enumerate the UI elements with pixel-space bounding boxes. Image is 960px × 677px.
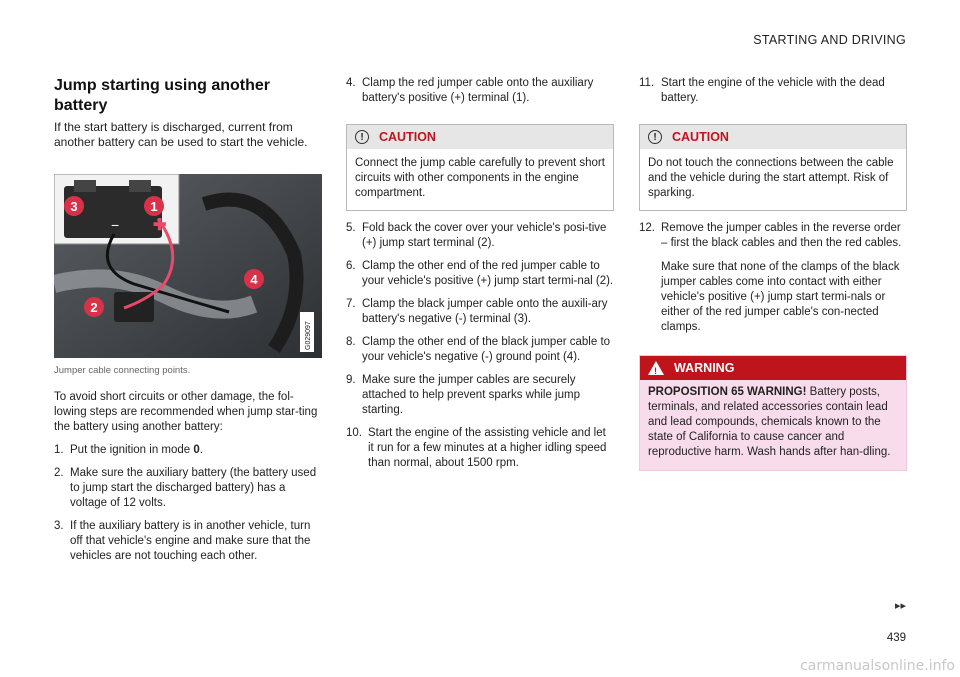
step-subtext: Make sure that none of the clamps of the black jumper cables come into contact with either vehicle's positive (+) jump start termi-nals or either of the red jumper cable's con-nected clamps. — [661, 261, 900, 333]
intro-paragraph: To avoid short circuits or other damage, the fol-lowing steps are recommended when jump star-ting the battery using another battery: — [54, 391, 318, 433]
step-text: Make sure the jumper cables are securely attached to help prevent sparks while jump starting. — [362, 374, 580, 416]
warning-box — [639, 355, 907, 471]
step-text: Make sure the auxiliary battery (the battery used to jump start the discharged battery) has a voltage of 12 volts. — [70, 467, 317, 509]
marker-4-label: 4 — [250, 272, 258, 287]
step-number: 10. — [346, 427, 362, 439]
step-number: 11. — [639, 77, 655, 89]
mode-value: 0 — [193, 444, 200, 456]
marker-2-label: 2 — [90, 300, 98, 315]
warning-triangle-icon: ! — [648, 361, 664, 375]
step-11 — [639, 76, 907, 106]
step-12 — [639, 221, 907, 335]
warning-header — [640, 356, 906, 380]
step-1 — [54, 443, 322, 458]
step-7 — [346, 297, 614, 327]
caution-box — [346, 124, 614, 211]
steps-list-5 — [639, 221, 907, 335]
caution-header — [347, 125, 613, 149]
step-number: 3. — [54, 520, 64, 532]
step-text: Clamp the other end of the red jumper cable to your vehicle's positive (+) jump start termi-nal (2). — [362, 260, 614, 287]
engine-illustration — [54, 174, 322, 358]
step-4 — [346, 76, 614, 106]
warning-title: WARNING — [674, 360, 735, 375]
caution-text: Do not touch the connections between the cable and the vehicle during the start attempt. Risk of sparking. — [648, 157, 894, 199]
caution-box-2 — [639, 124, 907, 211]
section-header: STARTING AND DRIVING — [753, 33, 906, 47]
step-text: Start the engine of the assisting vehicle and let it run for a few minutes at a higher idling speed than normal, about 1500 rpm. — [368, 427, 607, 469]
caution-title: CAUTION — [379, 129, 436, 144]
caution-icon: ! — [355, 130, 369, 144]
figure-caption: Jumper cable connecting points. — [54, 365, 191, 376]
warning-body: Battery posts, terminals, and related accessories contain lead and lead compounds, chemicals known to the state of California to cause cancer and reproductive harm. Wash hands after han-dling. — [648, 386, 891, 458]
step-text: If the auxiliary battery is in another vehicle, turn off that vehicle's engine and make sure that the vehicles are not touching each other. — [70, 520, 311, 562]
step-2 — [54, 466, 322, 511]
step-number: 2. — [54, 467, 64, 479]
column-3 — [639, 76, 907, 471]
step-text-end: . — [199, 444, 203, 456]
figure-code: G029097 — [305, 321, 312, 350]
step-number: 6. — [346, 260, 356, 272]
caution-title: CAUTION — [672, 129, 729, 144]
step-text: Fold back the cover over your vehicle's posi-tive (+) jump start terminal (2). — [362, 222, 607, 249]
caution-text: Connect the jump cable carefully to prevent short circuits with other components in the engine compartment. — [355, 157, 605, 199]
step-8 — [346, 335, 614, 365]
steps-list-3 — [346, 221, 614, 471]
step-10 — [346, 426, 614, 471]
column-2 — [346, 76, 614, 471]
caution-header — [640, 125, 906, 149]
step-number: 4. — [346, 77, 356, 89]
svg-text:✚: ✚ — [153, 217, 167, 234]
svg-text:−: − — [111, 217, 120, 233]
step-text: Clamp the red jumper cable onto the auxiliary battery's positive (+) terminal (1). — [362, 77, 594, 104]
step-text: Clamp the black jumper cable onto the auxili-ary battery's negative (-) terminal (3). — [362, 298, 608, 325]
page-number: 439 — [886, 632, 906, 644]
step-number: 9. — [346, 374, 356, 386]
jumper-cable-figure — [54, 174, 322, 358]
watermark: carmanualsonline.info — [800, 658, 955, 674]
step-9 — [346, 373, 614, 418]
step-3 — [54, 519, 322, 564]
step-6 — [346, 259, 614, 289]
step-text: Remove the jumper cables in the reverse order – first the black cables and then the red cables. — [661, 222, 902, 249]
step-text: Clamp the other end of the black jumper cable to your vehicle's negative (-) ground point (4). — [362, 336, 611, 363]
page-heading: Jump starting using another battery — [54, 77, 271, 114]
step-number: 1. — [54, 444, 64, 456]
step-text: Put the ignition in mode — [70, 444, 194, 456]
warning-text — [640, 380, 906, 470]
steps-list-1 — [54, 443, 322, 564]
step-number: 7. — [346, 298, 356, 310]
column-1 — [54, 76, 322, 564]
step-text: Start the engine of the vehicle with the dead battery. — [661, 77, 885, 104]
steps-list-4 — [639, 76, 907, 106]
next-page-icon[interactable]: ▸▸ — [894, 600, 906, 612]
warning-lead: PROPOSITION 65 WARNING! — [648, 386, 807, 398]
step-number: 12. — [639, 222, 655, 234]
steps-list-2 — [346, 76, 614, 106]
step-5 — [346, 221, 614, 251]
intro-text: If the start battery is discharged, current from another battery can be used to start the vehicle. — [54, 120, 308, 149]
step-number: 5. — [346, 222, 356, 234]
step-number: 8. — [346, 336, 356, 348]
marker-3-label: 3 — [70, 199, 78, 214]
caution-icon: ! — [648, 130, 662, 144]
marker-1-label: 1 — [150, 199, 158, 214]
